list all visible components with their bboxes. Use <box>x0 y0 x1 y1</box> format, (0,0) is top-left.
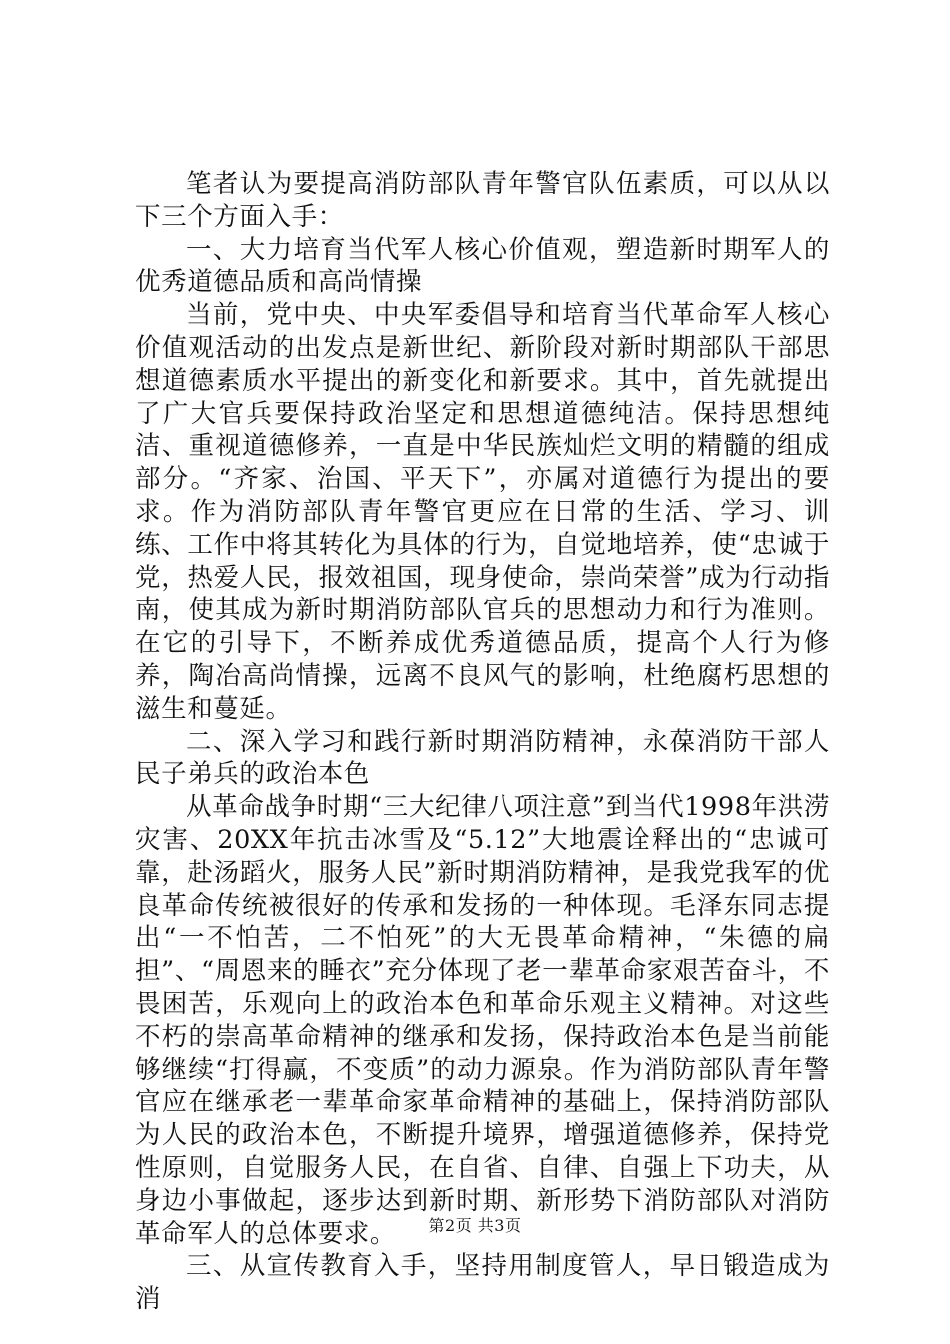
section-heading-3: 三、从宣传教育入手，坚持用制度管人，早日锻造成为消 <box>135 1251 830 1315</box>
document-body <box>135 168 830 1316</box>
section-heading-2: 二、深入学习和践行新时期消防精神，永葆消防干部人民子弟兵的政治本色 <box>135 726 830 790</box>
intro-paragraph: 笔者认为要提高消防部队青年警官队伍素质，可以从以下三个方面入手： <box>135 169 830 232</box>
body-paragraph-2: 从革命战争时期“三大纪律八项注意”到当代1998年洪涝灾害、20XX年抗击冰雪及“5.12”大地震诠释出的“忠诚可靠，赴汤蹈火，服务人民”新时期消防精神，是我党我军的优良革命传统被很好的传承和发扬的一种体现。毛泽东同志提出“一不怕苦，二不怕死”的大无畏革命精神，“朱德的扁担”、“周恩来的睡衣”充分体现了老一辈革命家艰苦奋斗，不畏困苦，乐观向上的政治本色和革命乐观主义精神。对这些不朽的崇高革命精神的继承和发扬，保持政治本色是当前能够继续“打得赢，不变质”的动力源泉。作为消防部队青年警官应在继承老一辈革命家革命精神的基础上，保持消防部队为人民的政治本色，不断提升境界，增强道德修养，保持党性原则，自觉服务人民，在自省、自律、自强上下功夫，从身边小事做起，逐步达到新时期、新形势下消防部队对消防革命军人的总体要求。 <box>135 792 830 1249</box>
section-heading-1: 一、大力培育当代军人核心价值观，塑造新时期军人的优秀道德品质和高尚情操 <box>135 234 830 298</box>
body-paragraph-1: 当前，党中央、中央军委倡导和培育当代革命军人核心价值观活动的出发点是新世纪、新阶段对新时期部队干部思想道德素质水平提出的新变化和新要求。其中，首先就提出了广大官兵要保持政治坚定和思想道德纯洁。保持思想纯洁、重视道德修养，一直是中华民族灿烂文明的精髓的组成部分。“齐家、治国、平天下”，亦属对道德行为提出的要求。作为消防部队青年警官更应在日常的生活、学习、训练、工作中将其转化为具体的行为，自觉地培养，使“忠诚于党，热爱人民，报效祖国，现身使命，崇尚荣誉”成为行动指南，使其成为新时期消防部队官兵的思想动力和行为准则。在它的引导下，不断养成优秀道德品质，提高个人行为修养，陶冶高尚情操，远离不良风气的影响，杜绝腐朽思想的滋生和蔓延。 <box>135 300 830 724</box>
page-footer: 第2页 共3页 <box>428 1216 522 1235</box>
